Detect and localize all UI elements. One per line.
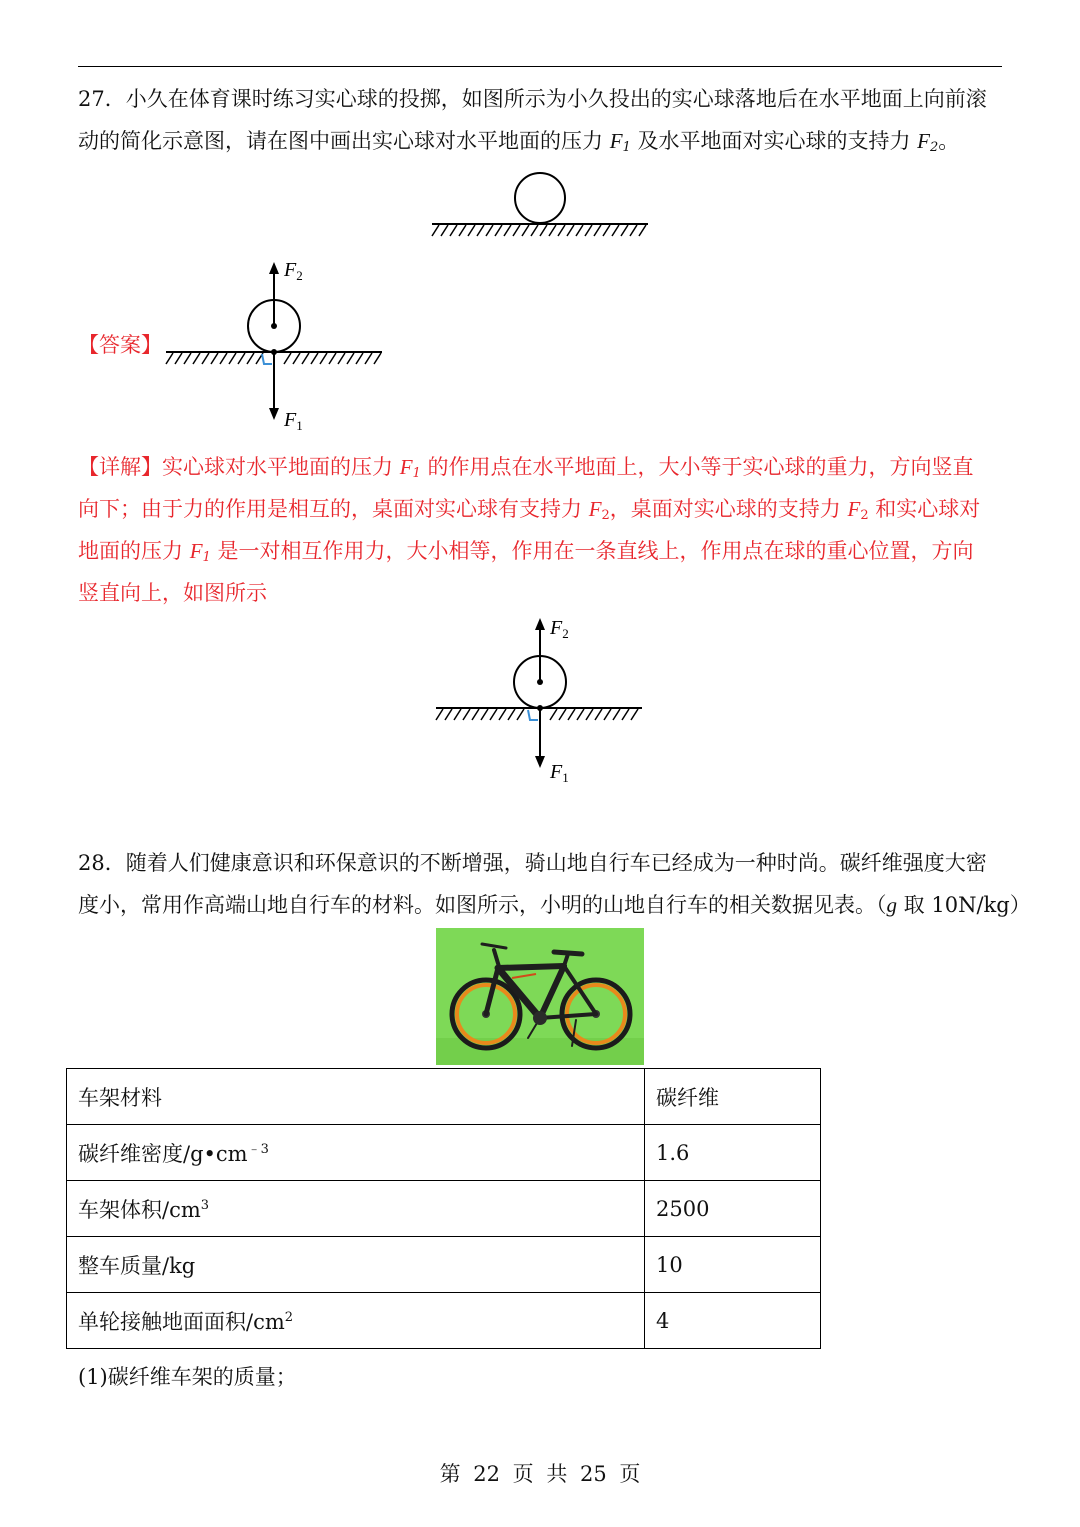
f2-arrowhead: [535, 618, 545, 630]
question-ball-figure: [428, 170, 652, 242]
ball: [515, 173, 565, 223]
table-row: [67, 1293, 821, 1349]
normal-marker: [262, 354, 272, 364]
detail-line-4: 竖直向上，如图所示: [78, 581, 267, 605]
q27-line-1: 27．小久在体育课时练习实心球的投掷，如图所示为小久投出的实心球落地后在水平地面上向前滚: [78, 87, 987, 111]
header-rule: [78, 66, 1002, 67]
answer-force-figure: [160, 256, 390, 436]
detail-line-2: 向下；由于力的作用是相互的，桌面对实心球有支持力 $F_2$，桌面对实心球的支持力 $F_2$ 和实心球对: [78, 497, 981, 523]
f2-label: $F_2$: [550, 617, 569, 641]
f1-arrowhead: [269, 408, 279, 420]
sub-question-1: (1)碳纤维车架的质量；: [78, 1365, 297, 1389]
page-footer: 第 22 页 共 25 页: [439, 1462, 641, 1486]
f2-arrowhead: [269, 262, 279, 274]
answer-label: 【答案】: [78, 333, 162, 357]
table-row: [67, 1237, 821, 1293]
table-row: [67, 1181, 821, 1237]
table-cell-label: 车架体积$/cm^3$: [67, 1181, 645, 1237]
f1-label: $F_1$: [550, 761, 569, 785]
table-cell-value: 4: [645, 1293, 821, 1349]
f2-label: $F_2$: [284, 259, 303, 283]
detail-line-3: 地面的压力 $F_1$ 是一对相互作用力，大小相等，作用在一条直线上，作用点在球的重心位置，方向: [78, 539, 974, 565]
f1-arrowhead: [535, 756, 545, 768]
bike-data-table: [66, 1068, 821, 1349]
normal-marker: [528, 710, 538, 720]
table-cell-label: 碳纤维密度$/g•cm^{﹣3}$: [67, 1125, 645, 1181]
ground-hatch: [432, 225, 646, 236]
q28-line-2: 度小，常用作高端山地自行车的材料。如图所示，小明的山地自行车的相关数据见表。（g 取 10N/kg）: [78, 893, 1031, 917]
table-cell-value: 10: [645, 1237, 821, 1293]
bicycle-photo: [436, 928, 644, 1065]
f1-label: $F_1$: [284, 409, 303, 433]
ground-hatch: [436, 709, 638, 720]
table-cell-value: 1.6: [645, 1125, 821, 1181]
table-row: [67, 1069, 821, 1125]
q28-line-1: 28．随着人们健康意识和环保意识的不断增强，骑山地自行车已经成为一种时尚。碳纤维强度大密: [78, 851, 987, 875]
detail-line-1: 【详解】实心球对水平地面的压力 $F_1$ 的作用点在水平地面上，大小等于实心球的重力，方向竖直: [78, 455, 974, 481]
table-cell-label: 单轮接触地面面积$/cm^2$: [67, 1293, 645, 1349]
crankset: [533, 1011, 547, 1025]
table-cell-label: 车架材料: [67, 1069, 645, 1125]
q27-line-2: 动的简化示意图，请在图中画出实心球对水平地面的压力 $F_1$ 及水平地面对实心球的支持力 $F_2$。: [78, 129, 960, 155]
table-row: [67, 1125, 821, 1181]
table-cell-value: 2500: [645, 1181, 821, 1237]
table-cell-value: 碳纤维: [645, 1069, 821, 1125]
detail-force-figure: [430, 612, 660, 792]
table-cell-label: 整车质量/kg: [67, 1237, 645, 1293]
